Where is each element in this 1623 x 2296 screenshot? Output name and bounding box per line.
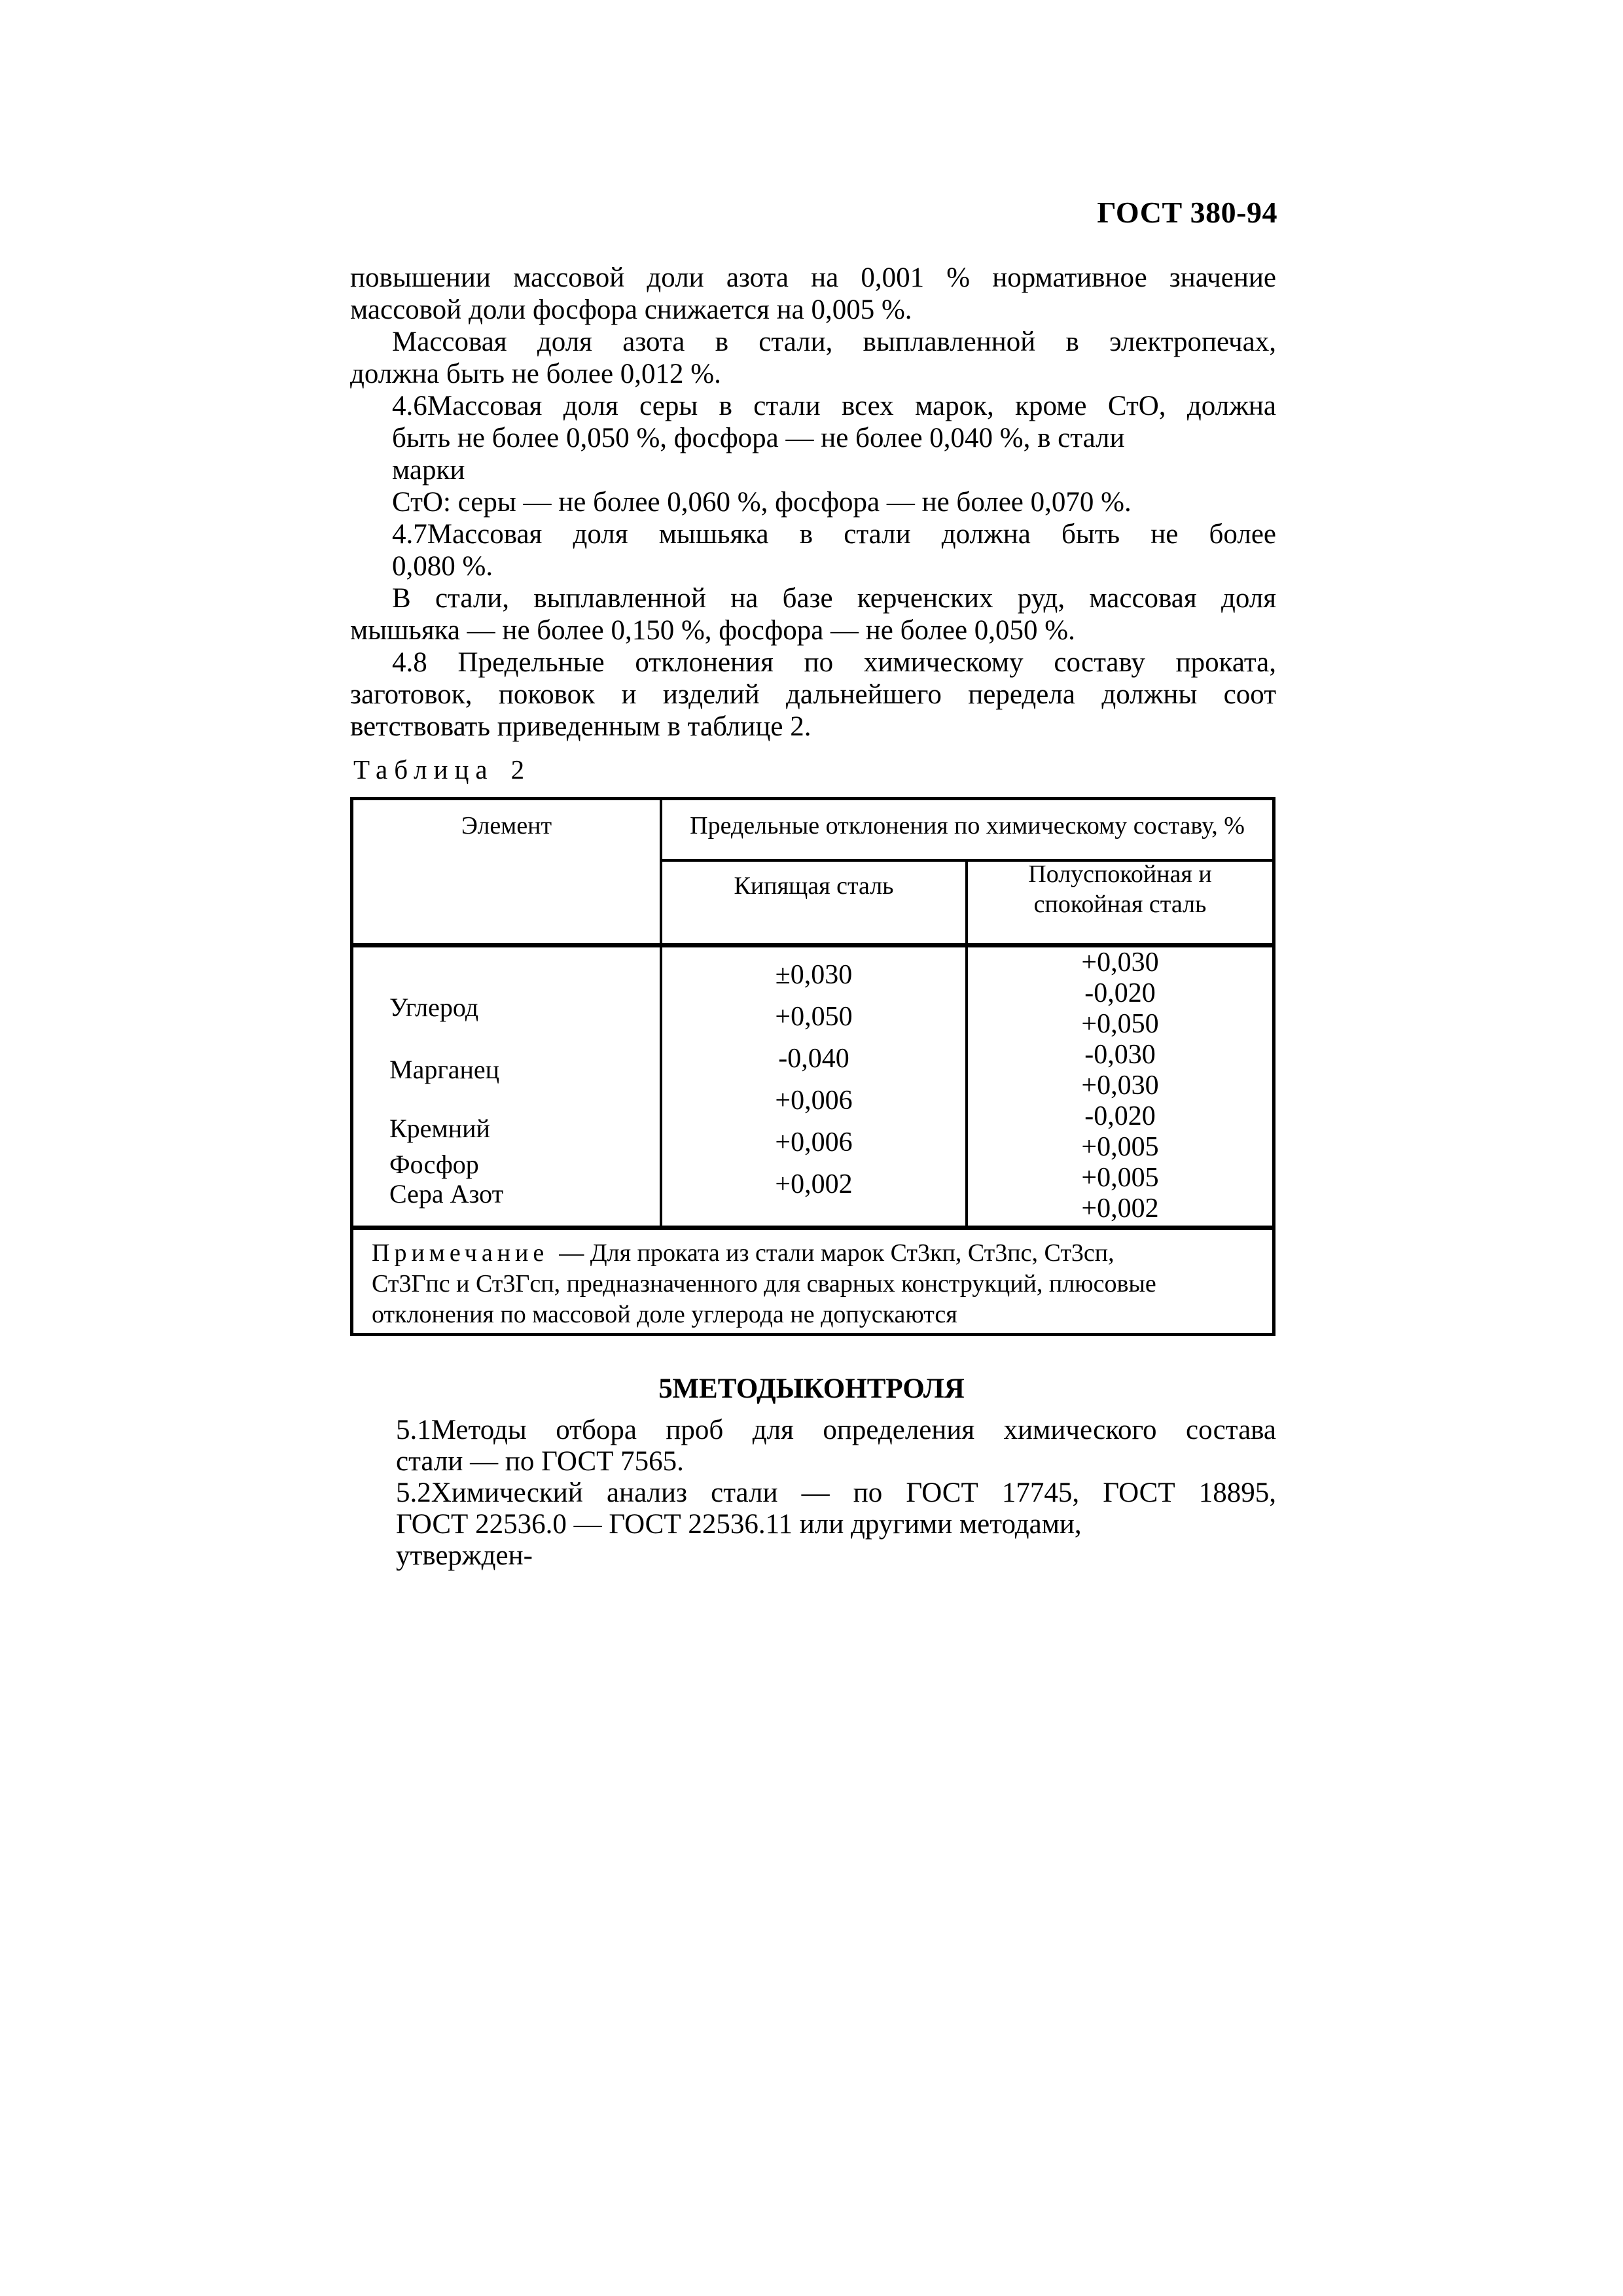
table-2 [350,797,1275,1336]
text-line: В стали, выплавленной на базе керченских руд, массовая доля [392,583,1276,614]
note-text: — Для проката из стали марок Ст3кп, Ст3пс, Ст3сп, [559,1239,1115,1267]
table-value: +0,006 [775,1086,853,1116]
table-value: +0,005 [1081,1163,1159,1193]
element-row-label: Углерод [389,993,479,1022]
element-row-label: Сера Азот [389,1179,504,1209]
table-value: ±0,030 [775,960,853,990]
table-value: -0,030 [1084,1040,1156,1070]
text-line: заготовок, поковок и изделий дальнейшего передела должны соот [350,679,1276,710]
note-line: Ст3Гпс и Ст3Гсп, предназначенного для сварных конструкций, плюсовые [372,1270,1156,1298]
table-value: -0,020 [1084,978,1156,1008]
text-line: 0,080 %. [392,551,493,582]
table-value: +0,002 [1081,1193,1159,1224]
text-line: утвержден- [396,1540,533,1571]
table-value: +0,030 [1081,1070,1159,1101]
table-value: +0,050 [775,1002,853,1032]
table-value: +0,002 [775,1169,853,1199]
table-value: +0,050 [1081,1009,1159,1039]
text-line: 5.1Методы отбора проб для определения химического состава [396,1415,1276,1445]
text-line: быть не более 0,050 %, фосфора — не более 0,040 %, в стали [392,423,1125,453]
table-caption [353,754,524,785]
text-line: СтО: серы — не более 0,060 %, фосфора — не более 0,070 %. [392,487,1132,518]
table-value: -0,040 [778,1044,849,1074]
note-line: отклонения по массовой доле углерода не допускаются [372,1301,957,1328]
text-line: стали — по ГОСТ 7565. [396,1446,684,1477]
section5-paragraphs [396,1415,1276,1572]
column-header-element: Элемент [461,812,552,839]
text-line: ветствовать приведенным в таблице 2. [350,711,812,742]
element-row-label: Фосфор [389,1150,479,1179]
calm-steel-values [968,947,1272,1224]
section4-paragraphs [350,262,1276,743]
text-line: 4.8 Предельные отклонения по химическому составу проката, [392,647,1276,678]
note-line [372,1238,1254,1269]
boiling-steel-values [662,954,965,1205]
text-line: 4.7Массовая доля мышьяка в стали должна быть не более [392,519,1276,550]
table-value: -0,020 [1084,1101,1156,1131]
table-caption-number: 2 [510,754,525,785]
text-line: повышении массовой доли азота на 0,001 % нормативное значение [350,262,1276,293]
text-line: Массовая доля азота в стали, выплавленной в электропечах, [392,327,1276,357]
table-value: +0,030 [1081,947,1159,978]
text-line: мышьяка — не более 0,150 %, фосфора — не более 0,050 %. [350,615,1075,646]
text-line: ГОСТ 22536.0 — ГОСТ 22536.11 или другими методами, [396,1509,1082,1540]
text-line: массовой доли фосфора снижается на 0,005 %. [350,294,912,325]
element-row-label: Кремний [389,1114,490,1143]
document-number: ГОСТ 380-94 [1097,196,1277,229]
subheader-calm-line1: Полуспокойная и [1028,860,1212,888]
table-horizontal-rule-note-top [353,1226,1272,1230]
note-label: Примечание [372,1239,549,1267]
text-line: марки [392,455,465,486]
column-header-deviations: Предельные отклонения по химическому составу, % [690,812,1245,839]
text-line: 5.2Химический анализ стали — по ГОСТ 17745, ГОСТ 18895, [396,1477,1276,1508]
column-subheader-boiling-steel: Кипящая сталь [734,872,894,900]
table-caption-word: Таблица [353,754,494,785]
text-line: должна быть не более 0,012 %. [350,359,721,389]
section5-heading: 5 МЕТОДЫ КОНТРОЛЯ [658,1373,965,1404]
element-row-label: Марганец [389,1055,500,1084]
table-horizontal-rule-header-bottom [353,943,1272,947]
table-value: +0,005 [1081,1132,1159,1162]
subheader-calm-line2: спокойная сталь [1033,891,1207,918]
table-note [353,1230,1272,1330]
table-value: +0,006 [775,1127,853,1157]
column-subheader-calm-steel [968,859,1272,919]
text-line: 4.6Массовая доля серы в стали всех марок, кроме СтО, должна [392,391,1276,421]
